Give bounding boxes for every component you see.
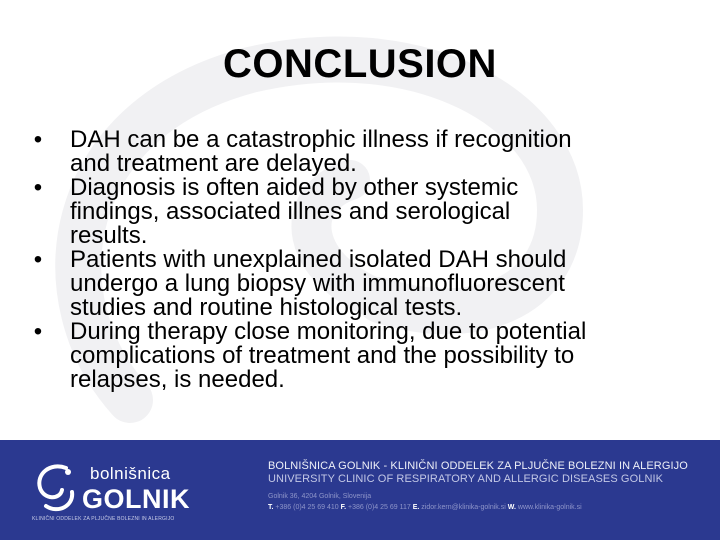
golnik-swirl-icon	[30, 460, 82, 518]
bullet-line: findings, associated illnes and serological	[70, 198, 511, 225]
logo-text-golnik: GOLNIK	[82, 484, 190, 514]
bullet-line: studies and routine histological tests.	[70, 294, 463, 321]
web-label: W.	[507, 504, 516, 511]
bullet-icon: •	[33, 318, 43, 345]
bullet-icon: •	[33, 126, 43, 153]
bullet-item	[28, 176, 698, 248]
bullet-item	[28, 320, 698, 392]
email-label: E.	[412, 504, 420, 511]
footer-banner	[0, 440, 720, 540]
bullet-line: results.	[70, 222, 148, 249]
phone-number: +386 (0)4 25 69 410	[275, 504, 339, 511]
bullet-line: relapses, is needed.	[70, 366, 285, 393]
fax-number: +386 (0)4 25 69 117	[348, 504, 411, 511]
logo-tagline: KLINIČNI ODDELEK ZA PLJUČNE BOLEZNI IN ALERGIJO	[32, 516, 175, 522]
bullet-line: During therapy close monitoring, due to potential	[70, 318, 587, 345]
bullet-list	[28, 128, 698, 392]
address: Golnik 36, 4204 Golnik, Slovenija	[268, 493, 372, 500]
bullet-icon: •	[33, 246, 43, 273]
slide-title: CONCLUSION	[223, 42, 497, 86]
bullet-line: DAH can be a catastrophic illness if recognition	[70, 126, 572, 153]
bullet-line: and treatment are delayed.	[70, 150, 357, 177]
phone-label: T.	[268, 504, 274, 511]
bullet-item	[28, 128, 698, 176]
institution-info	[268, 460, 708, 511]
bullet-line: Diagnosis is often aided by other systemic	[70, 174, 519, 201]
golnik-logo	[30, 456, 230, 526]
bullet-line: undergo a lung biopsy with immunofluorescent	[70, 270, 565, 297]
fax-label: F.	[340, 504, 347, 511]
contact-line	[268, 504, 708, 511]
institution-name-sl: BOLNIŠNICA GOLNIK - KLINIČNI ODDELEK ZA PLJUČNE BOLEZNI IN ALERGIJO	[268, 460, 688, 472]
bullet-line: complications of treatment and the possibility to	[70, 342, 575, 369]
email-address: zidor.kern@klinika-golnik.si	[421, 504, 506, 511]
logo-text-bolnisnica: bolnišnica	[90, 464, 171, 483]
bullet-line: Patients with unexplained isolated DAH should	[70, 246, 567, 273]
bullet-icon: •	[33, 174, 43, 201]
bullet-item	[28, 248, 698, 320]
website: www.klinika-golnik.si	[517, 504, 582, 511]
institution-name-en: UNIVERSITY CLINIC OF RESPIRATORY AND ALLERGIC DISEASES GOLNIK	[268, 473, 664, 485]
